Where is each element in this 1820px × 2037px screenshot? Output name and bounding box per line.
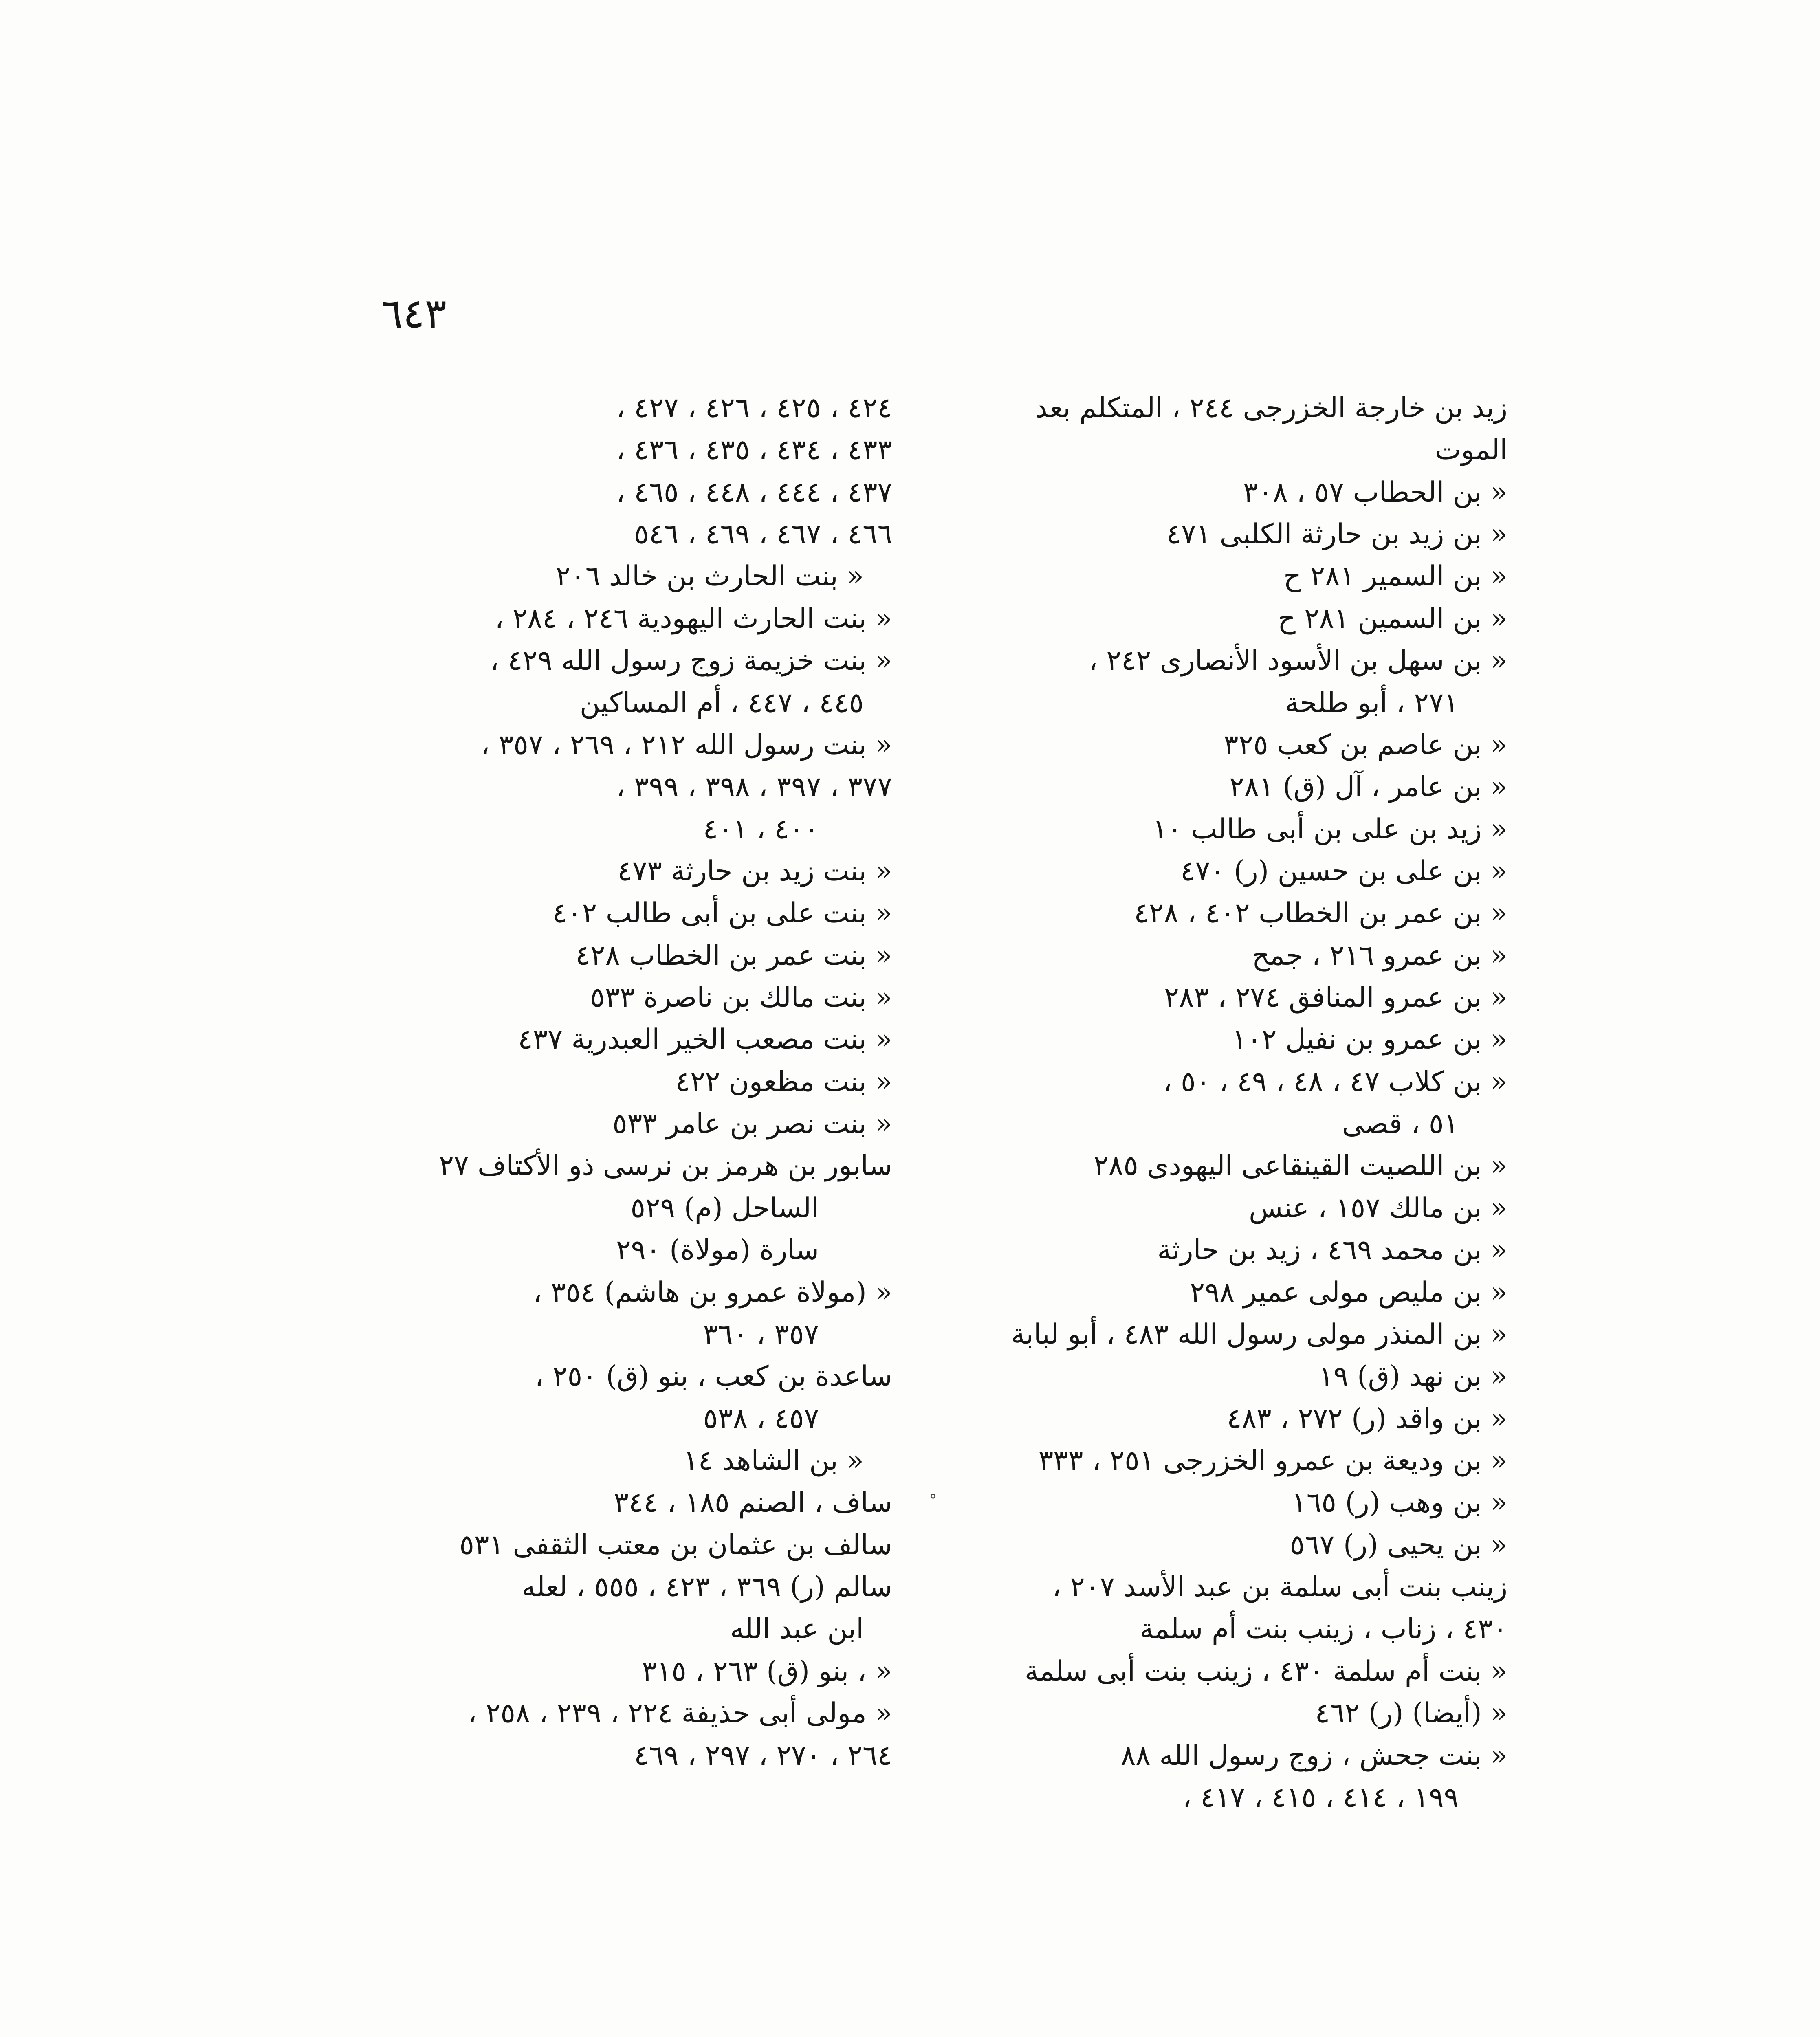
- index-entry: « بن السمين ٢٨١ ح: [1277, 602, 1507, 635]
- index-entry: « بن محمد ٤٦٩ ، زيد بن حارثة: [1157, 1234, 1507, 1267]
- index-entry: « بن مالك ١٥٧ ، عنس: [1249, 1192, 1507, 1224]
- index-entry: ٤٥٧ ، ٥٣٨: [703, 1402, 819, 1435]
- index-entry: ٢٦٤ ، ٢٧٠ ، ٢٩٧ ، ٤٦٩: [634, 1739, 892, 1772]
- index-entry: ٤٤٥ ، ٤٤٧ ، أم المساكين: [579, 686, 864, 719]
- index-entry: ساف ، الصنم ١٨٥ ، ٣٤٤: [614, 1487, 892, 1519]
- index-column-left: [403, 387, 892, 1777]
- index-entry: الساحل (م) ٥٢٩: [630, 1192, 819, 1224]
- index-entry: « مولى أبى حذيفة ٢٢٤ ، ٢٣٩ ، ٢٥٨ ،: [468, 1697, 892, 1730]
- index-entry: « بنت مصعب الخير العبدرية ٤٣٧: [518, 1023, 892, 1056]
- index-entry: « بن نهد (ق) ١٩: [1318, 1360, 1507, 1393]
- index-entry: « ، بنو (ق) ٢٦٣ ، ٣١٥: [642, 1655, 892, 1687]
- index-entry: « بنت نصر بن عامر ٥٣٣: [612, 1108, 892, 1140]
- index-entry: « بنت خزيمة زوج رسول الله ٤٢٩ ،: [490, 645, 892, 677]
- index-entry: « بن كلاب ٤٧ ، ٤٨ ، ٤٩ ، ٥٠ ،: [1163, 1065, 1507, 1098]
- index-entry: « بنت الحارث بن خالد ٢٠٦: [555, 560, 864, 593]
- index-entry: ٥١ ، قصى: [1342, 1108, 1459, 1140]
- index-entry: « بن عمرو ٢١٦ ، جمح: [1252, 939, 1507, 972]
- index-entry: « بن وديعة بن عمرو الخزرجى ٢٥١ ، ٣٣٣: [1038, 1444, 1507, 1477]
- index-entry: ٤٢٤ ، ٤٢٥ ، ٤٢٦ ، ٤٢٧ ،: [616, 392, 892, 424]
- index-entry: سالف بن عثمان بن معتب الثقفى ٥٣١: [459, 1529, 892, 1561]
- index-entry: « بن عامر ، آل (ق) ٢٨١: [1229, 771, 1507, 803]
- index-entry: « بن يحيى (ر) ٥٦٧: [1290, 1529, 1507, 1561]
- index-entry: « بن المنذر مولى رسول الله ٤٨٣ ، أبو لبابة: [1011, 1318, 1507, 1351]
- index-entry: « بن الشاهد ١٤: [683, 1444, 864, 1477]
- index-entry: ٣٧٧ ، ٣٩٧ ، ٣٩٨ ، ٣٩٩ ،: [616, 771, 892, 803]
- index-entry: « بن عمر بن الخطاب ٤٠٢ ، ٤٢٨: [1134, 897, 1507, 930]
- index-entry: « بنت جحش ، زوج رسول الله ٨٨: [1120, 1739, 1507, 1772]
- index-entry: ٣٥٧ ، ٣٦٠: [703, 1318, 819, 1351]
- index-entry: « بن مليص مولى عمير ٢٩٨: [1190, 1276, 1507, 1309]
- index-entry: « بن عاصم بن كعب ٣٢٥: [1224, 728, 1507, 761]
- index-entry: سابور بن هرمز بن نرسى ذو الأكتاف ٢٧: [439, 1150, 892, 1182]
- index-entry: ٤٣٠ ، زناب ، زينب بنت أم سلمة: [1140, 1613, 1507, 1645]
- index-entry: زيد بن خارجة الخزرجى ٢٤٤ ، المتكلم بعد: [1035, 392, 1507, 424]
- stray-mark: °: [929, 1491, 937, 1510]
- index-entry: « زيد بن على بن أبى طالب ١٠: [1152, 813, 1507, 845]
- index-entry: ٤٣٣ ، ٤٣٤ ، ٤٣٥ ، ٤٣٦ ،: [616, 434, 892, 466]
- index-entry: « (أيضا) (ر) ٤٦٢: [1315, 1697, 1507, 1730]
- index-entry: « بنت على بن أبى طالب ٤٠٢: [552, 897, 892, 930]
- index-entry: « بنت مظعون ٤٢٢: [675, 1065, 892, 1098]
- index-entry: ١٩٩ ، ٤١٤ ، ٤١٥ ، ٤١٧ ،: [1182, 1781, 1459, 1814]
- index-entry: زينب بنت أبى سلمة بن عبد الأسد ٢٠٧ ،: [1052, 1571, 1507, 1604]
- index-entry: « بن زيد بن حارثة الكلبى ٤٧١: [1166, 518, 1507, 551]
- index-entry: ٢٧١ ، أبو طلحة: [1285, 686, 1459, 719]
- index-column-right: [966, 387, 1507, 1819]
- index-entry: « بنت الحارث اليهودية ٢٤٦ ، ٢٨٤ ،: [495, 602, 892, 635]
- index-entry: « بن واقد (ر) ٢٧٢ ، ٤٨٣: [1227, 1402, 1507, 1435]
- index-entry: « بنت رسول الله ٢١٢ ، ٢٦٩ ، ٣٥٧ ،: [481, 728, 892, 761]
- index-entry: « بن اللصيت القينقاعى اليهودى ٢٨٥: [1094, 1150, 1507, 1182]
- index-entry: « بنت مالك بن ناصرة ٥٣٣: [590, 981, 892, 1014]
- index-entry: « (مولاة عمرو بن هاشم) ٣٥٤ ،: [533, 1276, 892, 1309]
- index-entry: ٤٠٠ ، ٤٠١: [703, 813, 819, 845]
- index-entry: سارة (مولاة) ٢٩٠: [616, 1234, 819, 1267]
- index-entry: « بن على بن حسين (ر) ٤٧٠: [1180, 855, 1507, 887]
- index-entry: ٤٣٧ ، ٤٤٤ ، ٤٤٨ ، ٤٦٥ ،: [616, 476, 892, 508]
- index-entry: « بن وهب (ر) ١٦٥: [1292, 1487, 1507, 1519]
- index-entry: ٤٦٦ ، ٤٦٧ ، ٤٦٩ ، ٥٤٦: [634, 518, 892, 551]
- index-entry: « بن عمرو المنافق ٢٧٤ ، ٢٨٣: [1164, 981, 1507, 1014]
- index-entry: « بن الحطاب ٥٧ ، ٣٠٨: [1243, 476, 1507, 508]
- index-entry: « بن عمرو بن نفيل ١٠٢: [1232, 1023, 1507, 1056]
- index-entry: « بنت زيد بن حارثة ٤٧٣: [617, 855, 892, 887]
- index-entry: « بن سهل بن الأسود الأنصارى ٢٤٢ ،: [1088, 645, 1507, 677]
- index-entry: ساعدة بن كعب ، بنو (ق) ٢٥٠ ،: [535, 1360, 892, 1393]
- index-entry: « بنت عمر بن الخطاب ٤٢٨: [575, 939, 892, 972]
- page-number: ٦٤٣: [381, 290, 447, 337]
- index-entry: سالم (ر) ٣٦٩ ، ٤٢٣ ، ٥٥٥ ، لعله: [522, 1571, 892, 1604]
- index-entry: الموت: [1435, 434, 1507, 466]
- index-entry: « بن السمير ٢٨١ ح: [1283, 560, 1507, 593]
- index-entry: « بنت أم سلمة ٤٣٠ ، زينب بنت أبى سلمة: [1024, 1655, 1507, 1687]
- index-entry: ابن عبد الله: [730, 1613, 864, 1645]
